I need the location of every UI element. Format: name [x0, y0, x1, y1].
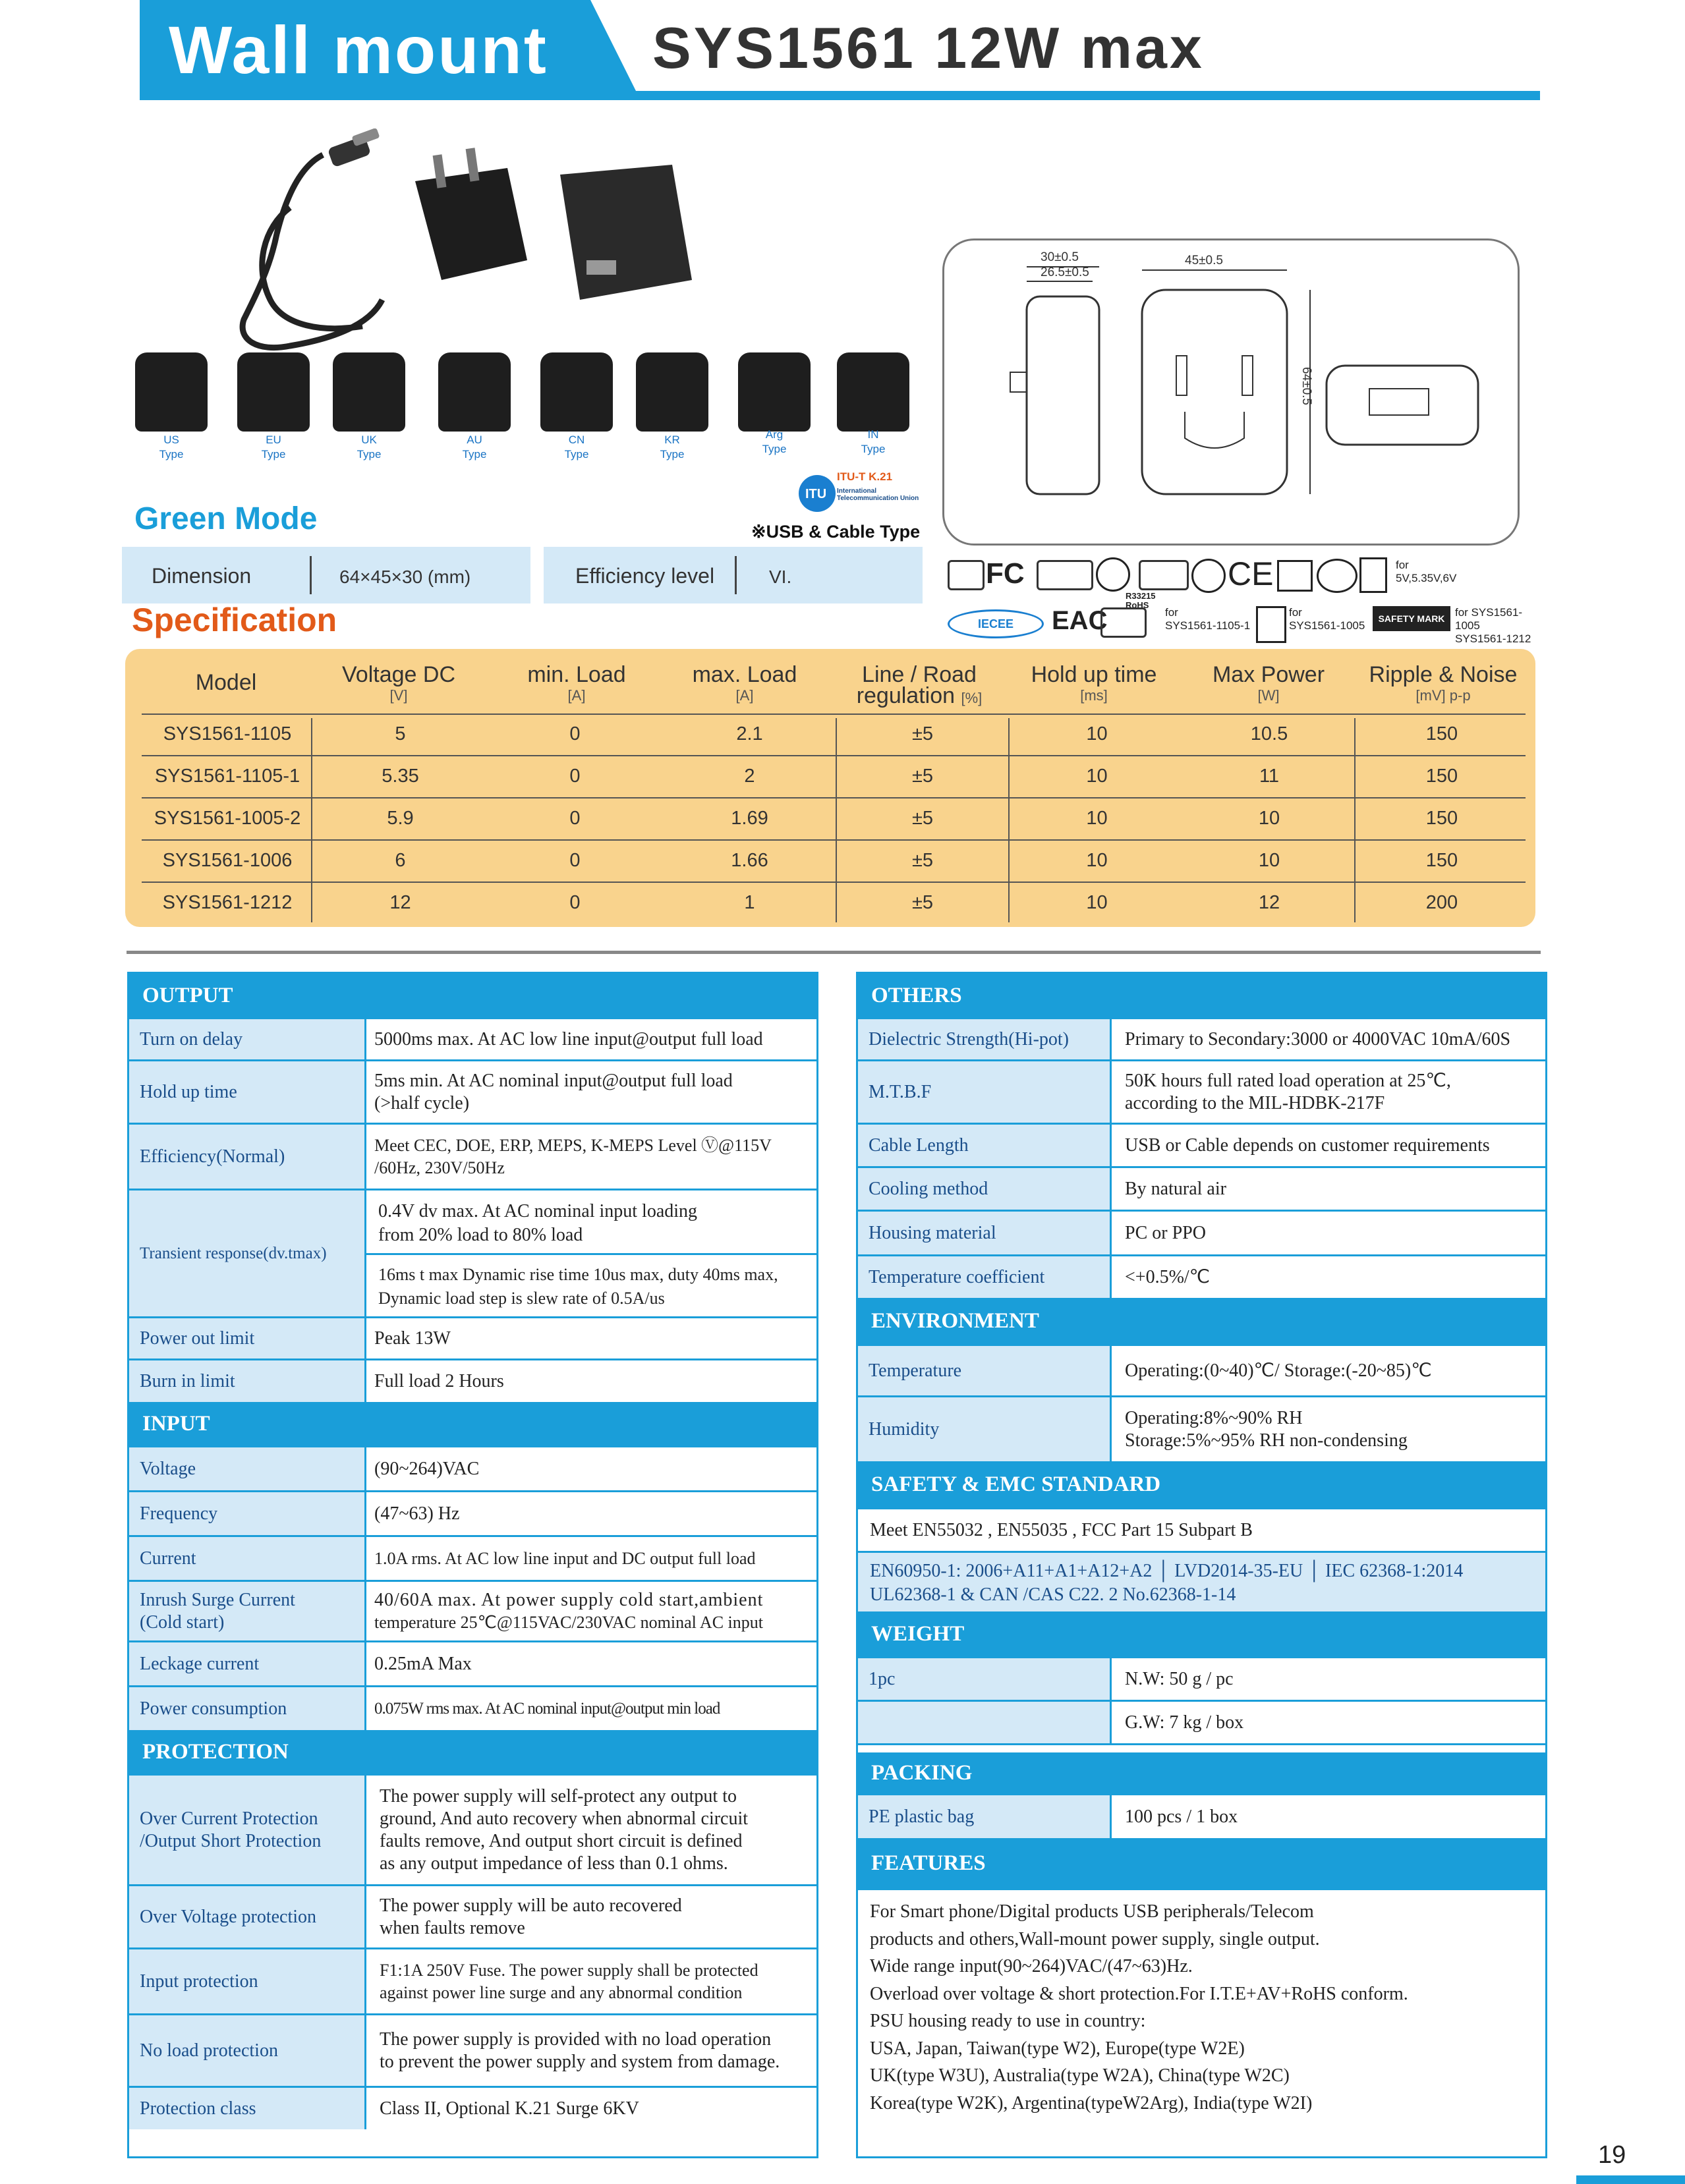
spec-cell: 0	[569, 766, 581, 787]
spec-row-line	[142, 882, 1526, 883]
efficiency-box	[544, 547, 923, 603]
row-value: Peak 13W	[374, 1328, 451, 1349]
environment-row	[858, 1395, 1545, 1461]
spec-cell-model: SYS1561-1105	[163, 723, 292, 744]
plug-label-arg: Arg Type	[762, 428, 787, 455]
spec-cell: ±5	[911, 892, 934, 913]
noise-mark-icon	[1100, 607, 1147, 638]
packing-section-header: PACKING	[858, 1752, 1545, 1793]
row-label: Humidity	[858, 1397, 1112, 1461]
plug-in-image	[837, 352, 909, 432]
spec-cell: 150	[1425, 850, 1458, 871]
fcc-icon: FC	[986, 557, 1025, 590]
row-label: Power consumption	[129, 1687, 366, 1730]
safety-standard-lines: EN60950-1: 2006+A11+A1+A12+A2 │ LVD2014-35-EU │ IEC 62368-1:2014 UL62368-1 & CAN /CAS C22. 2 No.62368-1-14	[870, 1561, 1464, 1605]
saso-mark-icon	[1139, 560, 1189, 590]
plug-cn-image	[540, 352, 613, 432]
spec-cell: 5.35	[382, 766, 419, 787]
input-row	[129, 1445, 816, 1490]
spec-header-hold-up: Hold up time [ms]	[1031, 662, 1157, 704]
others-row	[858, 1166, 1545, 1210]
left-spec-table	[127, 972, 818, 2158]
others-row	[858, 1254, 1545, 1298]
plug-us-image	[135, 352, 208, 432]
others-row	[858, 1210, 1545, 1254]
green-mode-title: Green Mode	[134, 501, 318, 536]
ul-mark-icon	[948, 560, 985, 590]
others-row	[858, 1059, 1545, 1123]
spec-row-line	[142, 797, 1526, 798]
model-title: SYS1561 12W max	[652, 15, 1205, 80]
page-title: Wall mount	[169, 13, 548, 88]
spec-row-line	[142, 839, 1526, 841]
spec-header-regulation: Line / Road regulation [%]	[856, 662, 983, 708]
row-label: Burn in limit	[129, 1360, 366, 1402]
spec-header-ripple: Ripple & Noise [mV] p-p	[1369, 662, 1518, 704]
row-value: 40/60A max. At power supply cold start,ambient temperature 25℃@115VAC/230VAC nominal AC input	[374, 1589, 764, 1632]
spec-cell: 10.5	[1250, 723, 1288, 744]
row-value: By natural air	[1125, 1178, 1226, 1199]
row-label: Over Voltage protection	[129, 1886, 366, 1947]
spec-header-voltage: Voltage DC [V]	[342, 662, 455, 704]
spec-cell: 10	[1258, 808, 1280, 829]
row-value: Operating:8%~90% RH Storage:5%~95% RH non-condensing	[1125, 1407, 1408, 1451]
row-value: 5ms min. At AC nominal input@output full load (>half cycle)	[374, 1070, 733, 1113]
row-label: Cable Length	[858, 1125, 1112, 1166]
cert-note-1: for 5V,5.35V,6V	[1396, 559, 1457, 584]
row-value: N.W: 50 g / pc	[1125, 1668, 1234, 1689]
dimension-box	[122, 547, 530, 603]
dim-depth: 30±0.5	[1041, 250, 1079, 264]
safety-row	[858, 1551, 1545, 1611]
weight-row	[858, 1656, 1545, 1700]
row-label: Leckage current	[129, 1642, 366, 1685]
row-label: Temperature	[858, 1346, 1112, 1395]
dim-depth-inner: 26.5±0.5	[1041, 266, 1089, 279]
itu-label: ITU-T K.21	[837, 470, 893, 483]
row-label	[858, 1702, 1112, 1743]
weight-section-header: WEIGHT	[858, 1611, 1545, 1656]
row-label: Hold up time	[129, 1061, 366, 1123]
features-section-header: FEATURES	[858, 1838, 1545, 1888]
spec-cell-model: SYS1561-1006	[162, 850, 293, 871]
spec-cell: 1.69	[731, 808, 768, 829]
output-row	[129, 1123, 816, 1189]
spec-cell: 5.9	[387, 808, 414, 829]
row-value: 0.4V dv max. At AC nominal input loading from 20% load to 80% load 16ms t max Dynamic rise time 10us max, duty 40ms max, Dynamic load step is slew rate of 0.5A/us	[366, 1190, 816, 1316]
input-row	[129, 1490, 816, 1535]
output-row	[129, 1017, 816, 1059]
row-label: Protection class	[129, 2088, 366, 2129]
page-number: 19	[1598, 2141, 1626, 2169]
cert-note-3: for SYS1561-1005	[1289, 606, 1365, 632]
row-value: Full load 2 Hours	[374, 1370, 504, 1391]
input-row	[129, 1685, 816, 1730]
row-value: (47~63) Hz	[374, 1503, 460, 1524]
specification-title: Specification	[132, 602, 337, 638]
svg-text:ITU: ITU	[805, 487, 827, 501]
row-value: The power supply will self-protect any output to ground, And auto recovery when abnormal circuit faults remove, And output short circuit is defined as any output impedance of less than 0.1 ohms.	[380, 1785, 749, 1874]
spec-cell: 200	[1425, 892, 1458, 913]
psb-mark-icon	[1256, 606, 1286, 643]
row-value: (90~264)VAC	[374, 1458, 480, 1479]
spec-cell-model: SYS1561-1105-1	[154, 766, 300, 787]
row-label: Efficiency(Normal)	[129, 1125, 366, 1189]
iecee-mark: IECEE	[948, 609, 1044, 638]
divider	[735, 556, 737, 594]
plug-au-image	[438, 352, 511, 432]
row-label: Housing material	[858, 1212, 1112, 1254]
spec-cell: 12	[389, 892, 411, 913]
input-row	[129, 1640, 816, 1685]
dim-height: 64±0.5	[1299, 367, 1313, 405]
row-label: Cooling method	[858, 1168, 1112, 1210]
itu-org: International Telecommunication Union	[837, 488, 919, 502]
plug-label-in: IN Type	[861, 428, 886, 455]
certification-marks	[948, 553, 1541, 646]
spec-cell: 11	[1259, 766, 1280, 787]
features-row	[858, 1888, 1545, 2129]
row-label: Power out limit	[129, 1318, 366, 1358]
row-value: Meet CEC, DOE, ERP, MEPS, K-MEPS Level Ⓥ@115V /60Hz, 230V/50Hz	[374, 1135, 772, 1177]
spec-cell: ±5	[911, 766, 934, 787]
spec-cell: 12	[1258, 892, 1280, 913]
row-value: 1.0A rms. At AC low line input and DC output full load	[374, 1548, 756, 1568]
ccc-mark-icon	[1317, 559, 1357, 593]
spec-cell: 1	[744, 892, 755, 913]
spec-cell: 5	[395, 723, 406, 744]
spec-cell: ±5	[911, 723, 934, 744]
spec-header-min-load: min. Load [A]	[527, 662, 626, 704]
row-label: Voltage	[129, 1447, 366, 1490]
row-label: Dielectric Strength(Hi-pot)	[858, 1019, 1112, 1059]
row-label: M.T.B.F	[858, 1061, 1112, 1123]
row-value: The power supply is provided with no load operation to prevent the power supply and system from damage.	[380, 2029, 780, 2072]
row-value: Operating:(0~40)℃/ Storage:(-20~85)℃	[1125, 1360, 1432, 1381]
features-list: For Smart phone/Digital products USB peripherals/Telecom products and others,Wall-mount power supply, single output. Wide range input(90~264)VAC/(47~63)Hz. Overload over voltage & short protection.For I.T.E+AV+RoHS conform. PSU housing ready to use in country: USA, Japan, Taiwan(type W2), Europe(type W2E) UK(type W3U), Australia(type W2A), China(type W2C) Korea(type W2K), Argentina(typeW2Arg), India(type W2I)	[870, 1901, 1408, 2114]
dimension-value: 64×45×30 (mm)	[339, 567, 471, 587]
row-label: Over Current Protection /Output Short Protection	[129, 1776, 366, 1884]
spec-cell-model: SYS1561-1005-2	[154, 808, 301, 829]
output-row	[129, 1189, 816, 1316]
kc-mark-icon	[1359, 557, 1387, 593]
output-section-header: OUTPUT	[129, 974, 816, 1017]
plug-types	[135, 352, 923, 464]
plug-label-uk: UK Type	[357, 434, 382, 461]
row-label: Frequency	[129, 1492, 366, 1535]
dim-width: 45±0.5	[1185, 254, 1223, 267]
output-row	[129, 1059, 816, 1123]
row-value: Class II, Optional K.21 Surge 6KV	[380, 2098, 639, 2119]
row-value: F1:1A 250V Fuse. The power supply shall be protected against power line surge and any abnormal condition	[380, 1960, 758, 2002]
spec-cell: 2.1	[736, 723, 763, 744]
rohs-label: R33215 RoHS	[1126, 591, 1156, 610]
row-value: 100 pcs / 1 box	[1125, 1806, 1238, 1827]
protection-row	[129, 2086, 816, 2129]
spec-cell: 0	[569, 850, 581, 871]
input-row	[129, 1580, 816, 1640]
spec-cell: 2	[744, 766, 755, 787]
protection-row	[129, 1774, 816, 1884]
environment-row	[858, 1344, 1545, 1395]
plug-label-eu: EU Type	[261, 434, 286, 461]
spec-cell: 150	[1425, 723, 1458, 744]
safety-row	[858, 1507, 1545, 1551]
row-label: PE plastic bag	[858, 1795, 1112, 1838]
right-spec-table	[856, 972, 1547, 2158]
plug-eu-image	[237, 352, 310, 432]
divider	[310, 556, 312, 594]
efficiency-label: Efficiency level	[575, 564, 715, 588]
spec-header-max-power: Max Power [W]	[1212, 662, 1325, 704]
row-label: Turn on delay	[129, 1019, 366, 1059]
protection-row	[129, 2013, 816, 2086]
plug-label-au: AU Type	[462, 434, 487, 461]
plug-label-kr: KR Type	[660, 434, 685, 461]
row-value: 5000ms max. At AC low line input@output full load	[374, 1028, 763, 1050]
row-value: USB or Cable depends on customer requirements	[1125, 1134, 1490, 1156]
row-value: 0.25mA Max	[374, 1653, 472, 1674]
protection-row	[129, 1884, 816, 1947]
output-row	[129, 1316, 816, 1358]
rcm-mark-icon	[1277, 560, 1313, 592]
spec-header-model: Model	[195, 670, 257, 695]
spec-row-line	[142, 755, 1526, 756]
environment-section-header: ENVIRONMENT	[858, 1298, 1545, 1344]
spec-cell: 150	[1425, 766, 1458, 787]
pse-mark-icon	[1037, 560, 1093, 590]
row-value: 50K hours full rated load operation at 25℃, according to the MIL-HDBK-217F	[1125, 1070, 1451, 1113]
row-value: Primary to Secondary:3000 or 4000VAC 10mA/60S	[1125, 1028, 1511, 1050]
plug-label-cn: CN Type	[564, 434, 589, 461]
itu-logo	[796, 464, 928, 526]
row-value: G.W: 7 kg / box	[1125, 1712, 1244, 1733]
row-label: Current	[129, 1537, 366, 1580]
spec-cell: 10	[1258, 850, 1280, 871]
row-label: Transient response(dv.tmax)	[129, 1190, 366, 1316]
safety-mark: SAFETY MARK	[1373, 606, 1450, 631]
row-label: Inrush Surge Current (Cold start)	[129, 1582, 366, 1640]
spacer	[858, 1743, 1545, 1752]
output-row	[129, 1358, 816, 1402]
row-label: Input protection	[129, 1949, 366, 2013]
safety-standard-line: Meet EN55032 , EN55035 , FCC Part 15 Subpart B	[870, 1520, 1253, 1540]
section-separator	[127, 951, 1541, 954]
dimension-drawing	[942, 238, 1520, 546]
spec-row-line	[142, 714, 1526, 715]
plug-label-us: US Type	[159, 434, 184, 461]
plug-kr-image	[636, 352, 708, 432]
row-value: <+0.5%/℃	[1125, 1266, 1211, 1287]
spec-cell: 0	[569, 808, 581, 829]
usb-cable-note: ※USB & Cable Type	[751, 522, 921, 542]
others-section-header: OTHERS	[858, 974, 1545, 1017]
safety-section-header: SAFETY & EMC STANDARD	[858, 1461, 1545, 1507]
row-value: The power supply will be auto recovered when faults remove	[380, 1895, 682, 1938]
spec-cell: 10	[1086, 850, 1108, 871]
eac-mark-icon: EAC	[1052, 606, 1108, 635]
footer-bar	[1576, 2175, 1685, 2184]
row-label: Temperature coefficient	[858, 1256, 1112, 1298]
dimension-label: Dimension	[152, 564, 252, 588]
spec-header-max-load: max. Load [A]	[692, 662, 797, 704]
spec-cell: 10	[1086, 808, 1108, 829]
ce-mark-icon: CE	[1228, 555, 1274, 592]
others-row	[858, 1123, 1545, 1166]
protection-section-header: PROTECTION	[129, 1730, 816, 1774]
plug-arg-image	[738, 352, 811, 432]
gs-mark-icon	[1191, 559, 1226, 593]
others-row	[858, 1017, 1545, 1059]
input-row	[129, 1535, 816, 1580]
spec-cell: 0	[569, 892, 581, 913]
spec-cell: 10	[1086, 723, 1108, 744]
spec-cell: ±5	[911, 808, 934, 829]
weight-row	[858, 1700, 1545, 1743]
row-label: 1pc	[858, 1658, 1112, 1700]
row-label: No load protection	[129, 2015, 366, 2086]
packing-row	[858, 1793, 1545, 1838]
input-section-header: INPUT	[129, 1402, 816, 1445]
cb-mark-icon	[1096, 557, 1130, 592]
spec-cell: 10	[1086, 892, 1108, 913]
cert-note-2: for SYS1561-1105-1	[1165, 606, 1251, 632]
spec-cell: 0	[569, 723, 581, 744]
spec-cell: 1.66	[731, 850, 768, 871]
plug-uk-image	[333, 352, 405, 432]
spec-cell: 10	[1086, 766, 1108, 787]
cert-note-4: for SYS1561-1005 SYS1561-1212	[1455, 606, 1531, 645]
spec-cell-model: SYS1561-1212	[162, 892, 293, 913]
spec-cell: ±5	[911, 850, 934, 871]
efficiency-value: VI.	[769, 567, 792, 587]
spec-cell: 150	[1425, 808, 1458, 829]
protection-row	[129, 1947, 816, 2013]
row-value: PC or PPO	[1125, 1222, 1206, 1243]
spec-cell: 6	[395, 850, 406, 871]
row-value: 0.075W rms max. At AC nominal input@output min load	[374, 1699, 720, 1718]
